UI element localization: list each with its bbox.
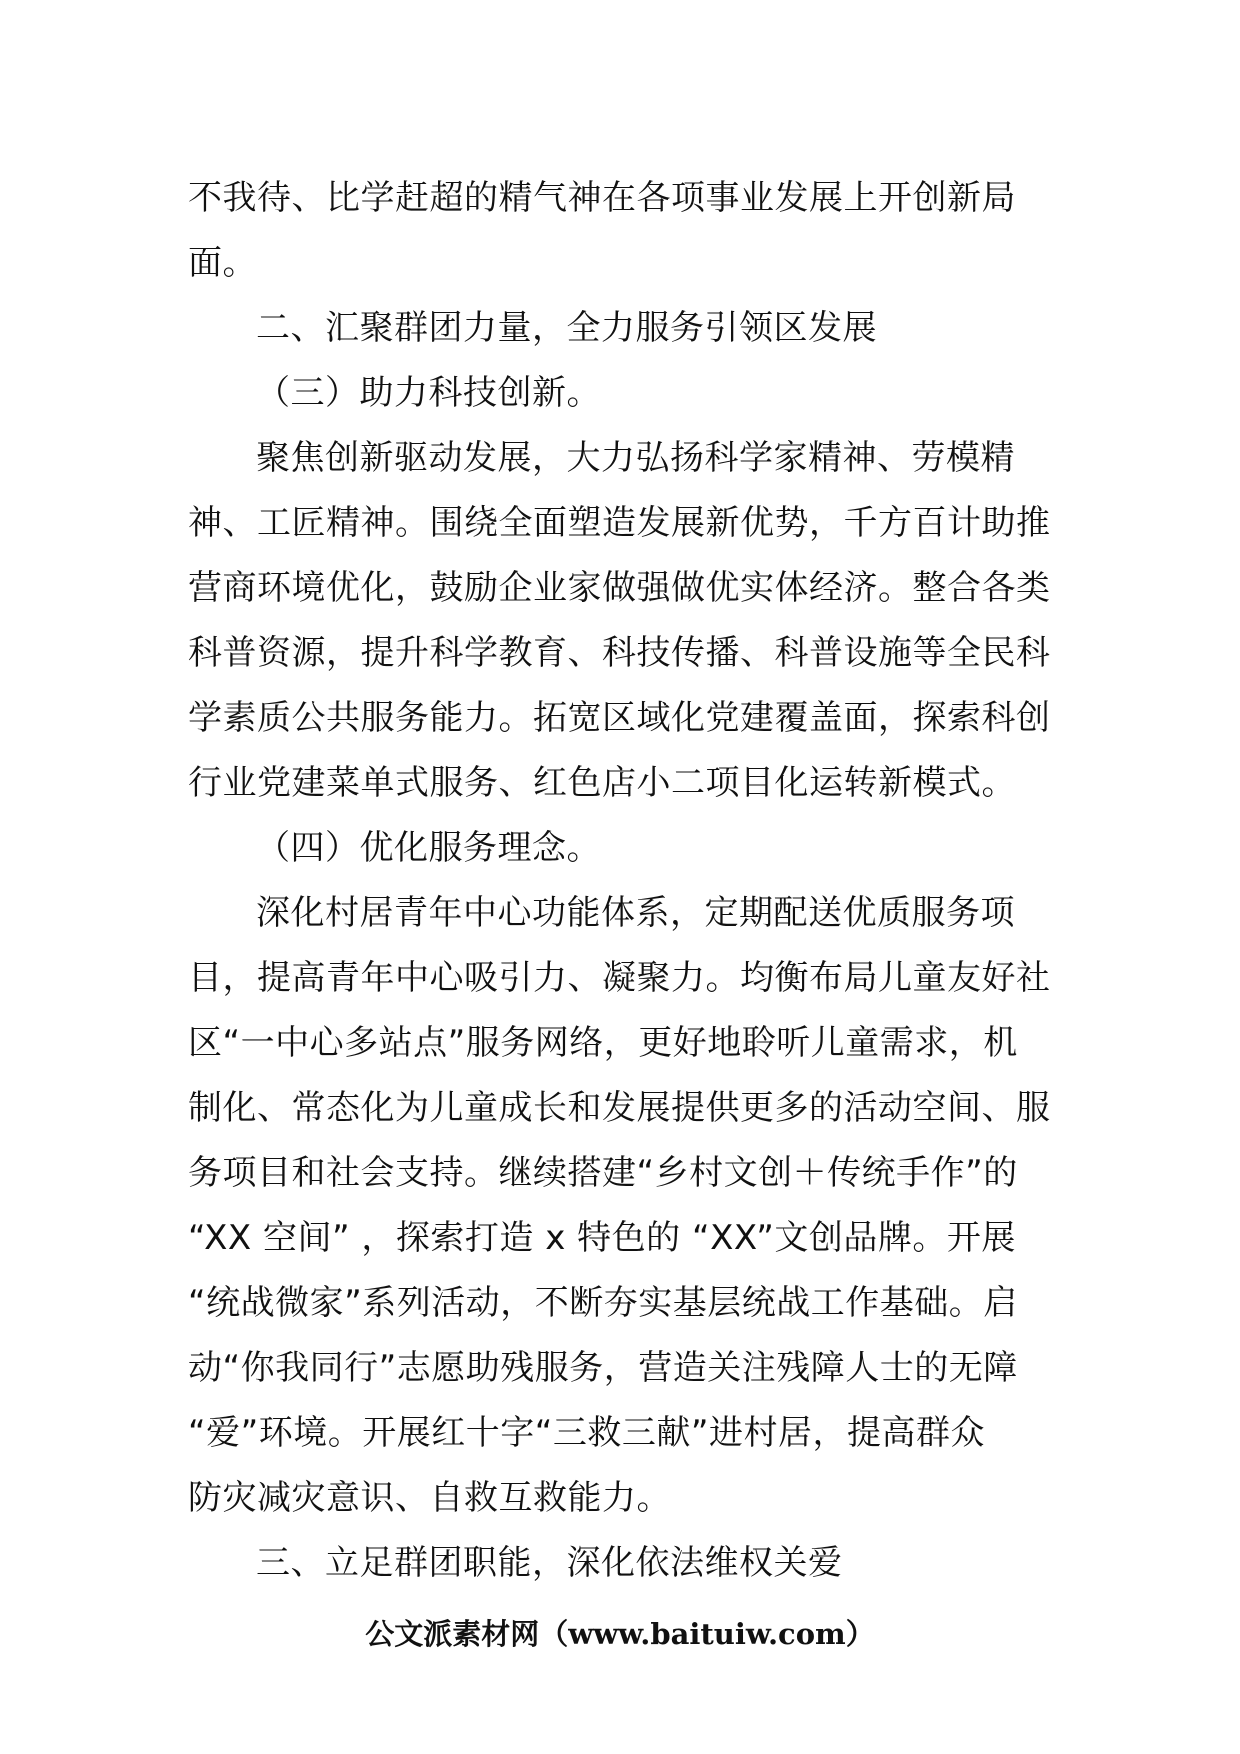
text-line: “XX 空间” ，探索打造 x 特色的 “XX”文创品牌。开展 [188, 1218, 1016, 1258]
footer-watermark: 公文派素材网（www.baituiw.com） [365, 1617, 875, 1651]
text-line: 务项目和社会支持。继续搭建“乡村文创＋传统手作”的 [188, 1153, 1018, 1193]
section-heading: 三、立足群团职能，深化依法维权关爱 [256, 1543, 843, 1583]
text-line: 面。 [188, 243, 257, 283]
text-line: 区“一中心多站点”服务网络，更好地聆听儿童需求，机 [188, 1023, 1018, 1063]
text-line: 防灾减灾意识、自救互救能力。 [188, 1478, 671, 1518]
text-line: 聚焦创新驱动发展，大力弘扬科学家精神、劳模精 [256, 438, 1015, 478]
text-line: 科普资源，提升科学教育、科技传播、科普设施等全民科 [188, 633, 1051, 673]
document-body [188, 166, 1058, 1596]
section-heading: 二、汇聚群团力量，全力服务引领区发展 [256, 308, 877, 348]
text-line: “爱”环境。开展红十字“三救三献”进村居，提高群众 [188, 1413, 985, 1453]
text-line: 营商环境优化，鼓励企业家做强做优实体经济。整合各类 [188, 568, 1051, 608]
subsection-heading: （三）助力科技创新。 [256, 373, 601, 413]
text-line: 神、工匠精神。围绕全面塑造发展新优势，千方百计助推 [188, 503, 1051, 543]
subsection-heading: （四）优化服务理念。 [256, 828, 601, 868]
text-line: 目，提高青年中心吸引力、凝聚力。均衡布局儿童友好社 [188, 958, 1051, 998]
text-line: 动“你我同行”志愿助残服务，营造关注残障人士的无障 [188, 1348, 1018, 1388]
text-line: “统战微家”系列活动，不断夯实基层统战工作基础。启 [188, 1283, 1018, 1323]
text-line: 学素质公共服务能力。拓宽区域化党建覆盖面，探索科创 [188, 698, 1051, 738]
text-line: 制化、常态化为儿童成长和发展提供更多的活动空间、服 [188, 1088, 1051, 1128]
text-line: 深化村居青年中心功能体系，定期配送优质服务项 [256, 893, 1015, 933]
text-line: 不我待、比学赶超的精气神在各项事业发展上开创新局 [188, 178, 1016, 218]
text-line: 行业党建菜单式服务、红色店小二项目化运转新模式。 [188, 763, 1016, 803]
